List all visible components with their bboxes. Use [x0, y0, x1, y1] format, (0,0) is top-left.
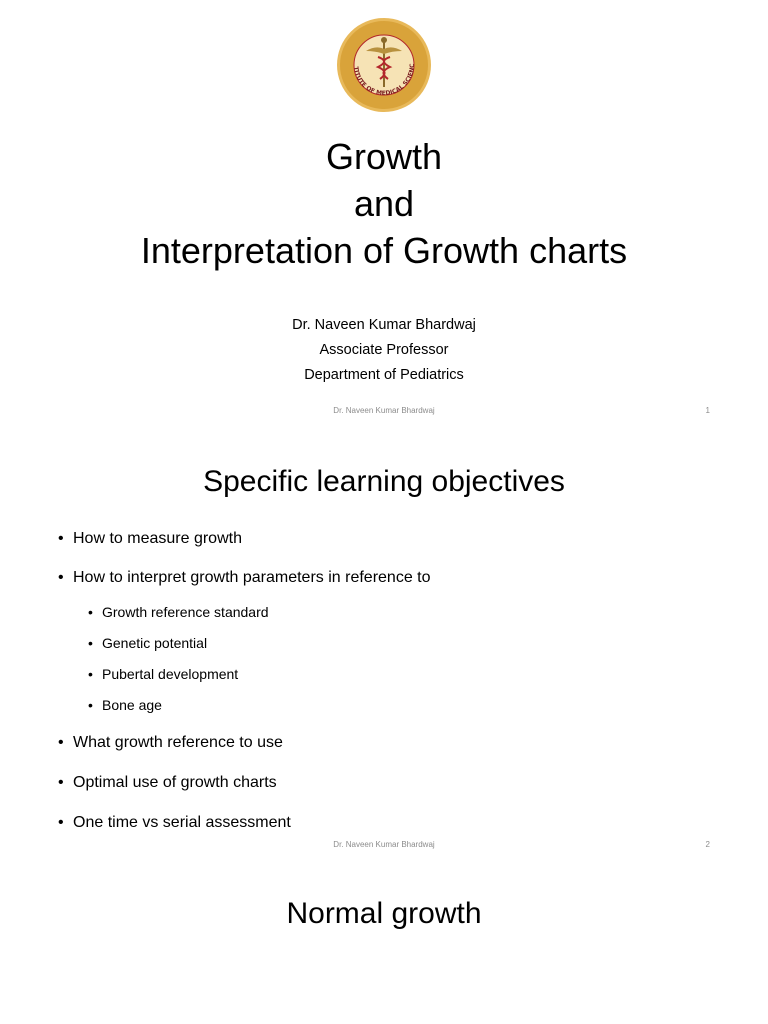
svg-text:ALL INDIA INSTITUTE OF MEDICAL: TITUTE OF MEDICAL SCIENC: [351, 63, 417, 98]
author-name: Dr. Naveen Kumar Bhardwaj: [292, 317, 476, 333]
sub-list-item-text: Genetic potential: [102, 635, 208, 651]
sub-list-item: [88, 634, 207, 652]
slide-title-line-3: Interpretation of Growth charts: [140, 230, 628, 271]
bullet-marker: •: [58, 774, 64, 791]
slide-page-number: 2: [705, 840, 710, 849]
list-item: [58, 568, 431, 588]
list-item-text: How to interpret growth parameters in reference to: [73, 569, 431, 586]
sub-list-item: [88, 603, 269, 621]
bullet-marker: •: [58, 530, 64, 547]
author-position: Associate Professor: [319, 342, 449, 358]
list-item: [58, 813, 291, 833]
slide-3: [0, 864, 768, 1024]
sub-list-item: [88, 696, 162, 714]
slide-page-number: 1: [705, 406, 710, 415]
list-item-text: One time vs serial assessment: [73, 814, 291, 831]
list-item: [58, 733, 283, 753]
sub-list-item-text: Growth reference standard: [102, 604, 269, 620]
slide-2: [0, 432, 768, 864]
list-item: [58, 529, 242, 549]
bullet-marker: •: [58, 569, 64, 586]
list-item-text: Optimal use of growth charts: [73, 774, 277, 791]
bullet-marker: •: [88, 697, 93, 713]
slide-1: [0, 0, 768, 432]
list-item-text: How to measure growth: [73, 530, 242, 547]
bullet-marker: •: [88, 604, 93, 620]
slide-title-line-1: Growth: [325, 136, 443, 177]
bullet-marker: •: [88, 635, 93, 651]
bullet-marker: •: [58, 814, 64, 831]
institute-seal-icon: [336, 17, 432, 113]
author-department: Department of Pediatrics: [304, 367, 464, 383]
slide-footer: Dr. Naveen Kumar Bhardwaj: [333, 840, 435, 849]
sub-list-item-text: Pubertal development: [102, 666, 239, 682]
institute-logo: [336, 17, 432, 113]
sub-list-item-text: Bone age: [102, 697, 162, 713]
slide-footer: Dr. Naveen Kumar Bhardwaj: [333, 406, 435, 415]
slide-title: Normal growth: [286, 897, 482, 930]
slide-title: Specific learning objectives: [203, 465, 565, 498]
list-item: [58, 773, 277, 793]
slide-title-line-2: and: [353, 183, 415, 224]
bullet-marker: •: [88, 666, 93, 682]
sub-list-item: [88, 665, 238, 683]
bullet-marker: •: [58, 734, 64, 751]
list-item-text: What growth reference to use: [73, 734, 283, 751]
